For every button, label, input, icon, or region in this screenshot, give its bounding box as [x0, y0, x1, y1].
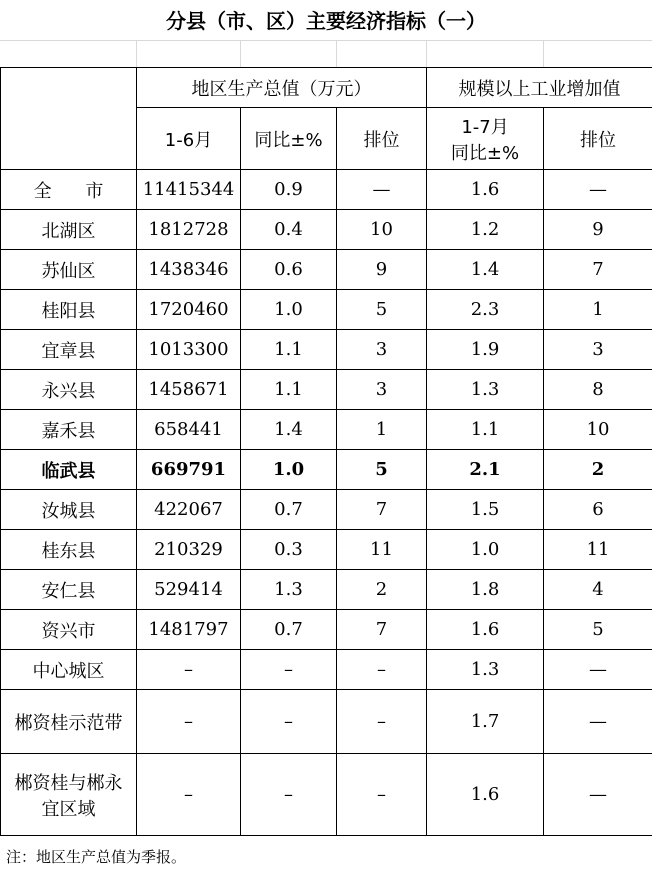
gdp-yoy: 0.4: [241, 210, 337, 250]
table-row: [1, 530, 652, 570]
gdp-rank: 5: [337, 450, 427, 490]
header-region-cell: [1, 68, 137, 170]
region-name: 汝城县: [1, 490, 137, 530]
region-name: 临武县: [1, 450, 137, 490]
gdp-rank: –: [337, 754, 427, 836]
region-name: 苏仙区: [1, 250, 137, 290]
region-name: 北湖区: [1, 210, 137, 250]
table-row-highlighted: [1, 450, 652, 490]
industry-rank: 4: [544, 570, 652, 610]
industry-yoy: 1.6: [427, 610, 544, 650]
gdp-rank: —: [337, 170, 427, 210]
gdp-yoy: –: [241, 690, 337, 754]
industry-yoy: 1.6: [427, 754, 544, 836]
gdp-yoy: –: [241, 650, 337, 690]
industry-yoy: 1.7: [427, 690, 544, 754]
gdp-rank: –: [337, 690, 427, 754]
region-name: 桂东县: [1, 530, 137, 570]
industry-rank: 9: [544, 210, 652, 250]
gridline: [0, 40, 652, 41]
gdp-value: 1013300: [137, 330, 241, 370]
header-industry-period: [427, 108, 544, 170]
gridline: [240, 40, 241, 67]
gdp-value: 210329: [137, 530, 241, 570]
industry-rank: —: [544, 754, 652, 836]
table-row: [1, 330, 652, 370]
gdp-value: 1812728: [137, 210, 241, 250]
region-name-line1: 郴资桂与郴永: [14, 772, 123, 794]
gdp-rank: 3: [337, 330, 427, 370]
gdp-rank: 7: [337, 610, 427, 650]
header-industry-period-line2: 同比±%: [450, 142, 520, 164]
gdp-value: 669791: [137, 450, 241, 490]
region-name: [1, 754, 137, 836]
blank-spacer-row: [0, 40, 652, 67]
industry-rank: 10: [544, 410, 652, 450]
gdp-value: –: [137, 690, 241, 754]
industry-yoy: 2.3: [427, 290, 544, 330]
gdp-rank: 7: [337, 490, 427, 530]
table-row: [1, 570, 652, 610]
gdp-yoy: 0.9: [241, 170, 337, 210]
header-row-group: [1, 68, 652, 108]
gridline: [136, 40, 137, 67]
gdp-value: 1720460: [137, 290, 241, 330]
industry-yoy: 1.9: [427, 330, 544, 370]
industry-rank: 11: [544, 530, 652, 570]
table-row: [1, 490, 652, 530]
industry-rank: 8: [544, 370, 652, 410]
industry-yoy: 1.2: [427, 210, 544, 250]
industry-rank: 7: [544, 250, 652, 290]
header-gdp-yoy: 同比±%: [241, 108, 337, 170]
region-name: 宜章县: [1, 330, 137, 370]
industry-rank: 1: [544, 290, 652, 330]
header-gdp-rank: 排位: [337, 108, 427, 170]
industry-yoy: 1.8: [427, 570, 544, 610]
gdp-rank: 11: [337, 530, 427, 570]
industry-rank: 6: [544, 490, 652, 530]
table-row: [1, 754, 652, 836]
gdp-yoy: 0.7: [241, 610, 337, 650]
gdp-yoy: 0.6: [241, 250, 337, 290]
industry-rank: —: [544, 690, 652, 754]
footnote: 注：地区生产总值为季报。: [6, 848, 187, 866]
gdp-yoy: 1.3: [241, 570, 337, 610]
gridline: [543, 40, 544, 67]
gdp-yoy: 1.0: [241, 450, 337, 490]
header-industry-period-line1: 1-7月: [461, 116, 509, 138]
gdp-rank: 5: [337, 290, 427, 330]
industry-rank: 5: [544, 610, 652, 650]
header-gdp-group: 地区生产总值（万元）: [137, 68, 427, 108]
indicators-table: [0, 67, 652, 836]
industry-yoy: 1.4: [427, 250, 544, 290]
gdp-value: 658441: [137, 410, 241, 450]
table-row: [1, 210, 652, 250]
gdp-yoy: –: [241, 754, 337, 836]
table-row: [1, 410, 652, 450]
gdp-rank: 9: [337, 250, 427, 290]
region-name: 郴资桂示范带: [1, 690, 137, 754]
region-name-line2: 宜区域: [41, 798, 96, 820]
gdp-yoy: 1.0: [241, 290, 337, 330]
gdp-yoy: 1.1: [241, 330, 337, 370]
header-industry-rank: 排位: [544, 108, 652, 170]
gdp-rank: 10: [337, 210, 427, 250]
industry-rank: —: [544, 170, 652, 210]
industry-yoy: 1.3: [427, 370, 544, 410]
region-name: 全 市: [1, 170, 137, 210]
region-name: 中心城区: [1, 650, 137, 690]
region-name: 永兴县: [1, 370, 137, 410]
gridline: [426, 40, 427, 67]
region-name: 桂阳县: [1, 290, 137, 330]
industry-yoy: 1.3: [427, 650, 544, 690]
gdp-rank: 2: [337, 570, 427, 610]
gdp-value: 1438346: [137, 250, 241, 290]
region-name: 安仁县: [1, 570, 137, 610]
table-row: [1, 610, 652, 650]
gdp-value: –: [137, 650, 241, 690]
industry-yoy: 1.6: [427, 170, 544, 210]
header-gdp-period: 1-6月: [137, 108, 241, 170]
header-industry-group: 规模以上工业增加值: [427, 68, 652, 108]
gdp-rank: 1: [337, 410, 427, 450]
gdp-yoy: 1.1: [241, 370, 337, 410]
region-name: 资兴市: [1, 610, 137, 650]
gdp-value: 1481797: [137, 610, 241, 650]
gdp-value: 529414: [137, 570, 241, 610]
gdp-value: 422067: [137, 490, 241, 530]
table-row: [1, 290, 652, 330]
gdp-rank: –: [337, 650, 427, 690]
gdp-yoy: 0.7: [241, 490, 337, 530]
page-title: 分县（市、区）主要经济指标（一）: [166, 9, 486, 33]
gdp-value: –: [137, 754, 241, 836]
table-row: [1, 170, 652, 210]
gdp-yoy: 0.3: [241, 530, 337, 570]
industry-yoy: 1.1: [427, 410, 544, 450]
gdp-rank: 3: [337, 370, 427, 410]
gdp-value: 11415344: [137, 170, 241, 210]
table-row: [1, 690, 652, 754]
industry-rank: 3: [544, 330, 652, 370]
gdp-yoy: 1.4: [241, 410, 337, 450]
table-row: [1, 650, 652, 690]
table-row: [1, 370, 652, 410]
table-row: [1, 250, 652, 290]
industry-yoy: 1.5: [427, 490, 544, 530]
region-name: 嘉禾县: [1, 410, 137, 450]
gridline: [336, 40, 337, 67]
gdp-value: 1458671: [137, 370, 241, 410]
industry-yoy: 1.0: [427, 530, 544, 570]
industry-yoy: 2.1: [427, 450, 544, 490]
industry-rank: 2: [544, 450, 652, 490]
industry-rank: —: [544, 650, 652, 690]
